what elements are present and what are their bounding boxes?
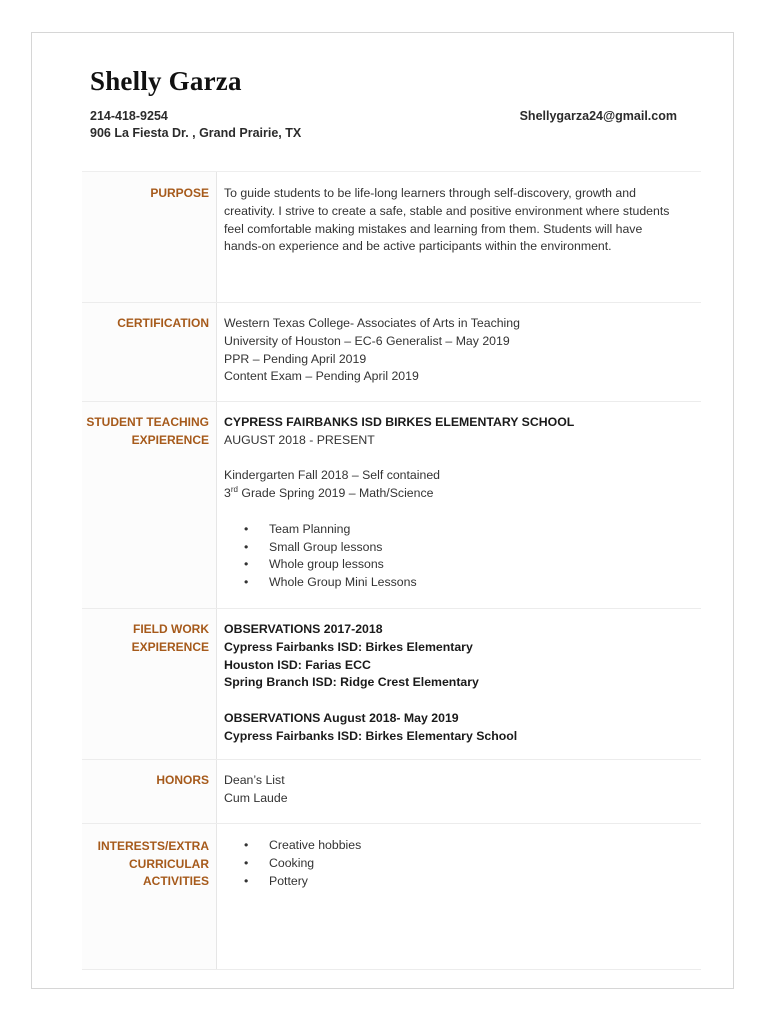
purpose-label: PURPOSE [150,186,209,200]
student-teaching-label: EXPIERENCE [131,432,209,447]
purpose-line: feel comfortable making mistakes and learning from them. Students will have [224,221,643,236]
purpose-line: creativity. I strive to create a safe, stable and positive environment where students [224,203,670,218]
list-item: • Small Group lessons [244,539,691,557]
student-teaching-label: STUDENT TEACHING [86,415,209,429]
certification-line: PPR – Pending April 2019 [224,351,367,366]
honor-line: Cum Laude [224,790,288,805]
honors-row [82,760,701,824]
certification-line: Western Texas College- Associates of Arts in Teaching [224,316,520,330]
observation-title: OBSERVATIONS 2017-2018 [224,622,383,636]
field-work-label-cell [82,609,217,759]
certification-label-cell [82,303,217,401]
third-grade-line: 3rd Grade Spring 2019 – Math/Science [224,485,434,501]
interests-row [82,824,701,970]
student-teaching-row [82,402,701,609]
phone-number: 214-418-9254 [90,109,168,123]
observation-line: Cypress Fairbanks ISD: Birkes Elementary [224,639,473,654]
list-item: • Whole Group Mini Lessons [244,574,691,592]
kindergarten-line: Kindergarten Fall 2018 – Self contained [224,468,441,483]
interests-label-cell [82,824,217,969]
interests-label: CURRICULAR [129,856,209,871]
resume-page [31,32,734,989]
honor-line: Dean’s List [224,773,285,787]
student-teaching-label-cell [82,402,217,608]
applicant-name: Shelly Garza [90,66,242,96]
interests-content [217,824,701,969]
street-address: 906 La Fiesta Dr. , Grand Prairie, TX [90,126,302,140]
certification-label: CERTIFICATION [117,316,209,330]
observation-line: Cypress Fairbanks ISD: Birkes Elementary School [224,728,518,743]
field-work-row [82,609,701,760]
certification-line: Content Exam – Pending April 2019 [224,369,419,384]
observation-line: Houston ISD: Farias ECC [224,657,371,672]
field-work-content [217,609,701,759]
list-item: • Creative hobbies [244,837,691,855]
resume-table [82,171,701,970]
purpose-line: hands-on experience and be active participants within the environment. [224,239,612,254]
field-work-label: EXPIERENCE [131,639,209,654]
certification-line: University of Houston – EC-6 Generalist – May 2019 [224,333,510,348]
honors-content [217,760,701,823]
purpose-content [217,172,701,302]
student-teaching-content [217,402,701,608]
certification-content [217,303,701,401]
teaching-duties-list [224,521,691,592]
honors-label: HONORS [156,773,209,787]
school-name: CYPRESS FAIRBANKS ISD BIRKES ELEMENTARY SCHOOL [224,415,575,429]
interests-label: INTERESTS/EXTRA [97,839,209,853]
list-item: • Cooking [244,855,691,873]
purpose-line: To guide students to be life-long learners through self-discovery, growth and [224,186,636,200]
list-item: • Whole group lessons [244,556,691,574]
list-item: • Team Planning [244,521,691,539]
field-work-label: FIELD WORK [133,622,209,636]
interests-label: ACTIVITIES [142,874,209,888]
observation-line: Spring Branch ISD: Ridge Crest Elementary [224,675,479,690]
purpose-label-cell [82,172,217,302]
list-item: • Pottery [244,873,691,891]
honors-label-cell [82,760,217,823]
interests-list [224,837,691,890]
email-address: Shellygarza24@gmail.com [519,109,677,123]
certification-row [82,303,701,402]
observation-title: OBSERVATIONS August 2018- May 2019 [224,710,459,725]
purpose-row [82,172,701,303]
teaching-dates: AUGUST 2018 - PRESENT [224,432,375,447]
